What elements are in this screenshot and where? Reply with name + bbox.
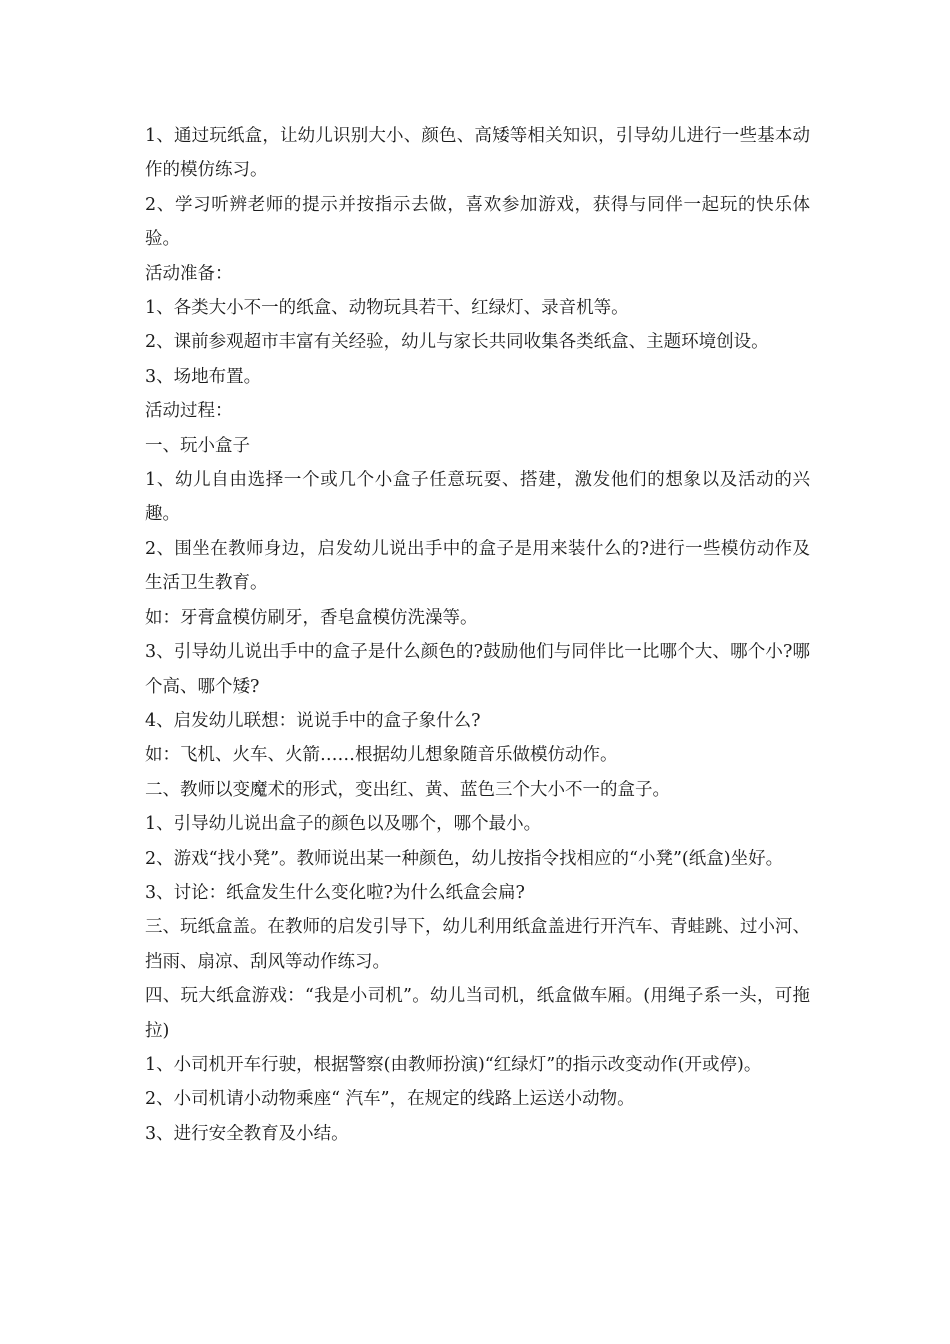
preparation-heading: 活动准备： [145,263,233,284]
section-3-paragraph: 三、玩纸盒盖。在教师的启发引导下，幼儿利用纸盒盖进行开汽车、青蛙跳、过小河、挡雨、扇凉、刮风等动作练习。 [145,917,810,972]
preparation-1-paragraph: 1、各类大小不一的纸盒、动物玩具若干、红绿灯、录音机等。 [145,298,629,319]
goal-1-paragraph: 1、通过玩纸盒，让幼儿识别大小、颜色、高矮等相关知识，引导幼儿进行一些基本动作的模仿练习。 [145,126,810,181]
section-2-item-2: 2、游戏“找小凳”。教师说出某一种颜色，幼儿按指令找相应的“小凳”(纸盒)坐好。 [145,848,784,869]
section-1-item-2: 2、围坐在教师身边，启发幼儿说出手中的盒子是用来装什么的?进行一些模仿动作及生活卫生教育。 [145,538,810,594]
section-1-example-2: 如：飞机、火车、火箭……根据幼儿想象随音乐做模仿动作。 [145,745,618,766]
section-1-item-1: 1、幼儿自由选择一个或几个小盒子任意玩耍、搭建，激发他们的想象以及活动的兴趣。 [145,470,810,525]
preparation-2-paragraph: 2、课前参观超市丰富有关经验，幼儿与家长共同收集各类纸盒、主题环境创设。 [145,332,769,353]
section-4-item-3: 3、进行安全教育及小结。 [145,1123,349,1144]
section-1-example-1: 如：牙膏盒模仿刷牙，香皂盒模仿洗澡等。 [145,607,478,628]
section-1-item-3: 3、引导幼儿说出手中的盒子是什么颜色的?鼓励他们与同伴比一比哪个大、哪个小?哪个高、哪个矮? [145,642,810,697]
document-body [145,119,810,1151]
section-1-item-4: 4、启发幼儿联想：说说手中的盒子象什么? [145,710,481,731]
section-2-item-1: 1、引导幼儿说出盒子的颜色以及哪个，哪个最小。 [145,814,542,835]
section-4-item-2: 2、小司机请小动物乘座“ 汽车”，在规定的线路上运送小动物。 [145,1089,635,1110]
process-heading: 活动过程： [145,401,233,422]
section-1-heading: 一、玩小盒子 [145,435,250,456]
section-4-paragraph: 四、玩大纸盒游戏：“我是小司机”。幼儿当司机，纸盒做车厢。(用绳子系一头，可拖拉) [145,986,810,1041]
section-4-item-1: 1、小司机开车行驶，根据警察(由教师扮演)“红绿灯”的指示改变动作(开或停)。 [145,1054,762,1075]
preparation-3-paragraph: 3、场地布置。 [145,366,262,387]
section-2-item-3: 3、讨论：纸盒发生什么变化啦?为什么纸盒会扁? [145,882,525,903]
goal-2-paragraph: 2、学习听辨老师的提示并按指示去做，喜欢参加游戏，获得与同伴一起玩的快乐体验。 [145,194,810,250]
section-2-heading: 二、教师以变魔术的形式，变出红、黄、蓝色三个大小不一的盒子。 [145,779,670,800]
